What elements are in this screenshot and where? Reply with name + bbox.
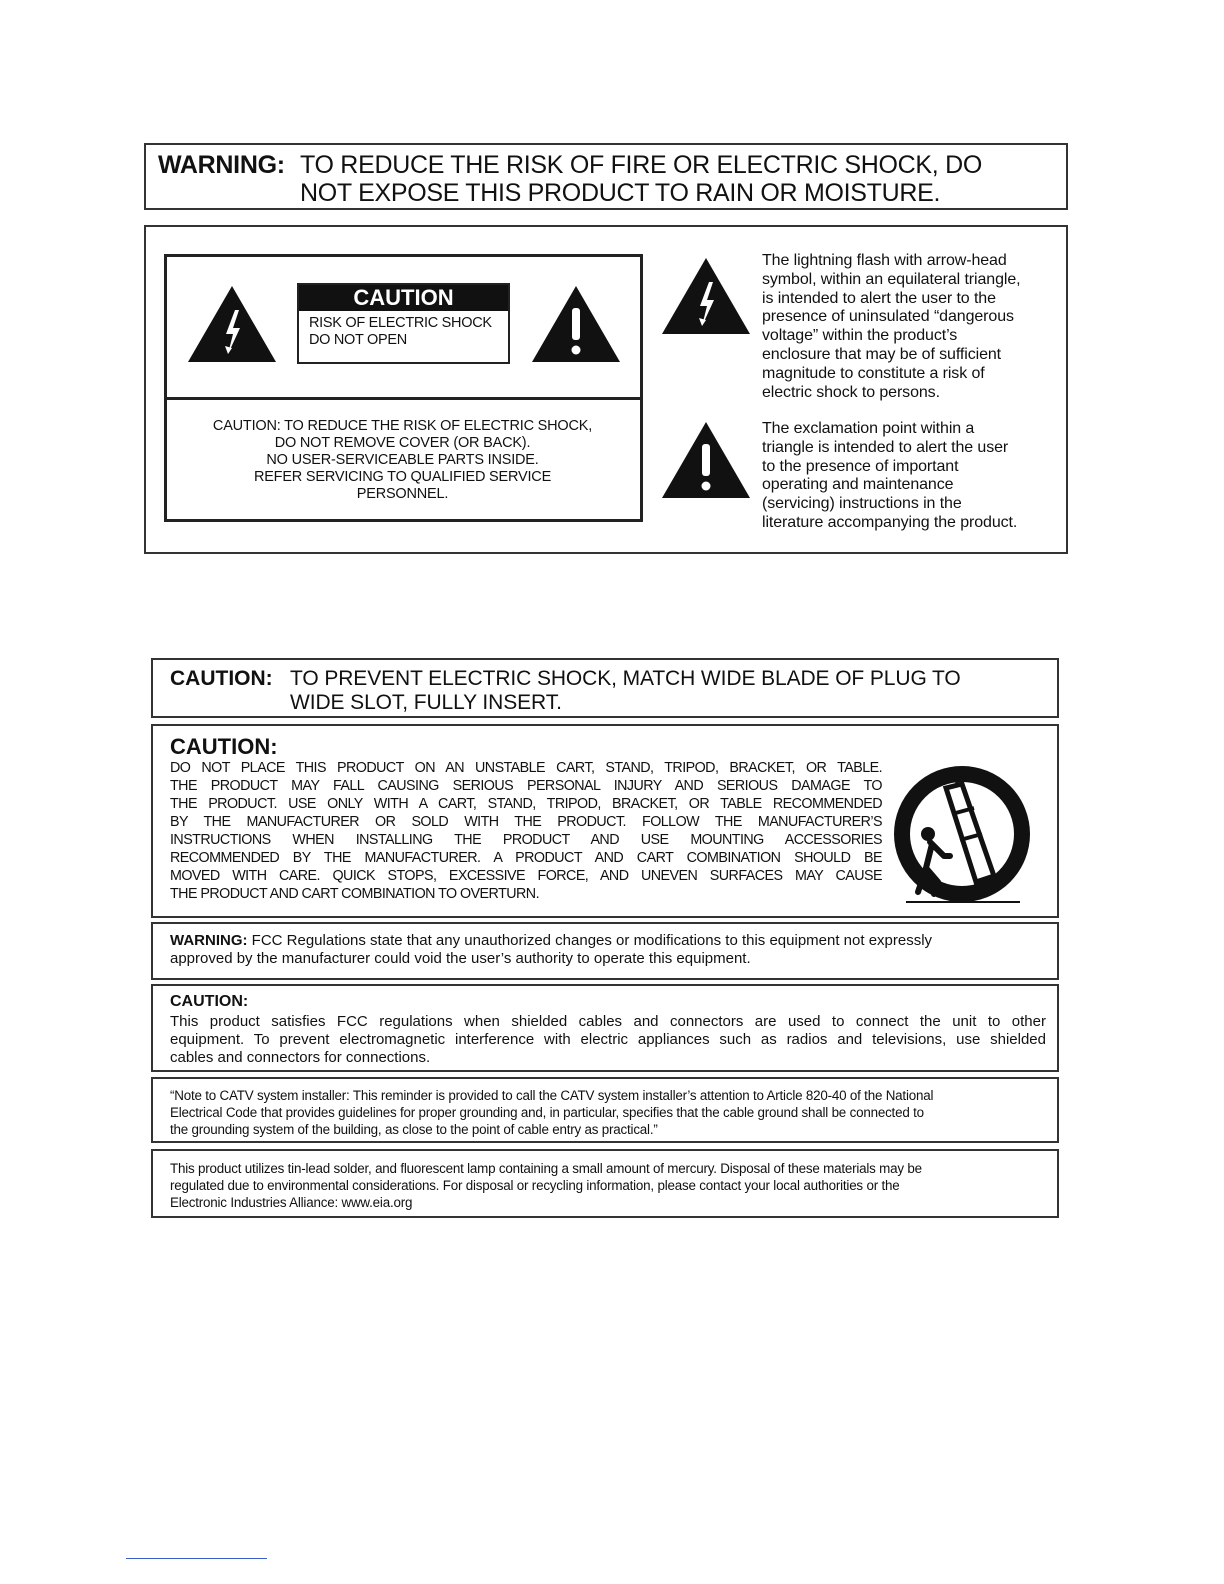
shield-caution-line: This product satisfies FCC regulations when shielded cables and connectors are used to connect the unit to other (170, 1013, 1046, 1030)
caution-sticker-line: DO NOT OPEN (309, 332, 407, 348)
description-line: literature accompanying the product. (762, 513, 1018, 531)
warning-text-line: TO REDUCE THE RISK OF FIRE OR ELECTRIC SHOCK, DO (300, 151, 982, 179)
description-line: is intended to alert the user to the (762, 289, 996, 307)
plug-caution-line: TO PREVENT ELECTRIC SHOCK, MATCH WIDE BLADE OF PLUG TO (290, 667, 961, 690)
catv-note-line: “Note to CATV system installer: This reminder is provided to call the CATV system installer’s attention to Article 820-40 of the National (170, 1088, 934, 1103)
caution-instruction-line: PERSONNEL. (356, 486, 449, 502)
caution-sticker (297, 283, 510, 364)
mercury-note-line: This product utilizes tin-lead solder, and fluorescent lamp containing a small amount of mercury. Disposal of these materials may be (170, 1161, 922, 1176)
description-line: presence of uninsulated “dangerous (762, 308, 1014, 326)
cart-caution-text (170, 759, 882, 903)
shield-caution-line: equipment. To prevent electromagnetic interference with electric appliances such as radios and televisions, use shielded (170, 1031, 1046, 1048)
exclamation-triangle-icon (660, 420, 752, 500)
fcc-warning-line-rest: FCC Regulations state that any unauthorized changes or modifications to this equipment not expressly (251, 932, 933, 949)
plug-caution-text (290, 667, 961, 715)
cart-caution-line: INSTRUCTIONS WHEN INSTALLING THE PRODUCT AND USE MOUNTING ACCESSORIES (170, 832, 882, 848)
fcc-warning-line (170, 932, 1042, 950)
caution-instruction-line: NO USER-SERVICEABLE PARTS INSIDE. (266, 452, 539, 468)
cart-caution-line: THE PRODUCT. USE ONLY WITH A CART, STAND, TRIPOD, BRACKET, OR TABLE RECOMMENDED (170, 796, 882, 812)
description-line: (servicing) instructions in the (762, 495, 962, 513)
mercury-note-line: regulated due to environmental considerations. For disposal or recycling information, please contact your local authorities or the (170, 1178, 900, 1193)
panel-divider (167, 397, 640, 400)
catv-note-line: Electrical Code that provides guidelines for proper grounding and, in particular, specifies that the cable ground shall be connected to (170, 1105, 924, 1120)
catv-note-text (170, 1087, 1046, 1138)
exclamation-triangle-icon (530, 284, 622, 364)
shielded-cables-caution-box (151, 984, 1059, 1072)
warning-label: WARNING: (158, 151, 285, 179)
lightning-symbol-description (762, 252, 1052, 402)
lightning-triangle-icon (186, 284, 278, 364)
catv-note-box (151, 1077, 1059, 1143)
no-cart-tipover-icon (890, 764, 1034, 906)
description-line: to the presence of important (762, 457, 959, 475)
caution-instructions (190, 418, 615, 503)
lightning-triangle-icon (660, 256, 752, 336)
shield-caution-heading: CAUTION: (170, 993, 249, 1010)
description-line: electric shock to persons. (762, 383, 940, 401)
fcc-warning-line: approved by the manufacturer could void the user’s authority to operate this equipment. (170, 950, 751, 967)
catv-note-line: the grounding system of the building, as close to the point of cable entry as practical.” (170, 1122, 658, 1137)
caution-instruction-line: REFER SERVICING TO QUALIFIED SERVICE (253, 469, 552, 485)
cart-caution-line: BY THE MANUFACTURER OR SOLD WITH THE PRODUCT. FOLLOW THE MANUFACTURER’S (170, 814, 882, 830)
fcc-warning-box (151, 922, 1059, 980)
cart-caution-line: THE PRODUCT AND CART COMBINATION TO OVERTURN. (170, 886, 539, 902)
caution-sticker-heading: CAUTION (299, 285, 508, 311)
fcc-warning-text (170, 932, 1042, 968)
footer-rule (126, 1558, 267, 1559)
caution-label: CAUTION: (170, 667, 273, 690)
rain-moisture-warning-box (144, 143, 1068, 210)
mercury-disposal-note-box (151, 1149, 1059, 1218)
mercury-note-text (170, 1160, 1046, 1211)
shield-caution-line: cables and connectors for connections. (170, 1049, 431, 1066)
plug-caution-line: WIDE SLOT, FULLY INSERT. (290, 691, 562, 714)
description-line: symbol, within an equilateral triangle, (762, 270, 1021, 288)
warning-text-line: NOT EXPOSE THIS PRODUCT TO RAIN OR MOISTURE. (300, 179, 941, 207)
cart-caution-line: MOVED WITH CARE. QUICK STOPS, EXCESSIVE FORCE, AND UNEVEN SURFACES MAY CAUSE (170, 868, 882, 884)
description-line: magnitude to constitute a risk of (762, 364, 985, 382)
description-line: The lightning flash with arrow-head (762, 252, 1007, 269)
description-line: The exclamation point within a (762, 420, 975, 437)
cart-caution-line: THE PRODUCT MAY FALL CAUSING SERIOUS PERSONAL INJURY AND SERIOUS DAMAGE TO (170, 778, 882, 794)
warning-label: WARNING: (170, 932, 248, 949)
description-line: enclosure that may be of sufficient (762, 345, 1002, 363)
plug-caution-box (151, 658, 1059, 718)
description-line: voltage” within the product’s (762, 327, 958, 345)
caution-instruction-line: CAUTION: TO REDUCE THE RISK OF ELECTRIC SHOCK, (212, 418, 593, 434)
caution-instruction-line: DO NOT REMOVE COVER (OR BACK). (274, 435, 531, 451)
exclamation-symbol-description (762, 420, 1052, 533)
cart-caution-line: RECOMMENDED BY THE MANUFACTURER. A PRODUCT AND CART COMBINATION SHOULD BE (170, 850, 882, 866)
cart-caution-line: DO NOT PLACE THIS PRODUCT ON AN UNSTABLE CART, STAND, TRIPOD, BRACKET, OR TABLE. (170, 760, 882, 776)
warning-text (300, 151, 1060, 207)
cart-caution-heading: CAUTION: (170, 734, 278, 759)
caution-sticker-line: RISK OF ELECTRIC SHOCK (309, 315, 492, 331)
description-line: triangle is intended to alert the user (762, 438, 1009, 456)
shield-caution-text (170, 1013, 1046, 1067)
description-line: operating and maintenance (762, 476, 954, 494)
mercury-note-line: Electronic Industries Alliance: www.eia.org (170, 1195, 413, 1210)
